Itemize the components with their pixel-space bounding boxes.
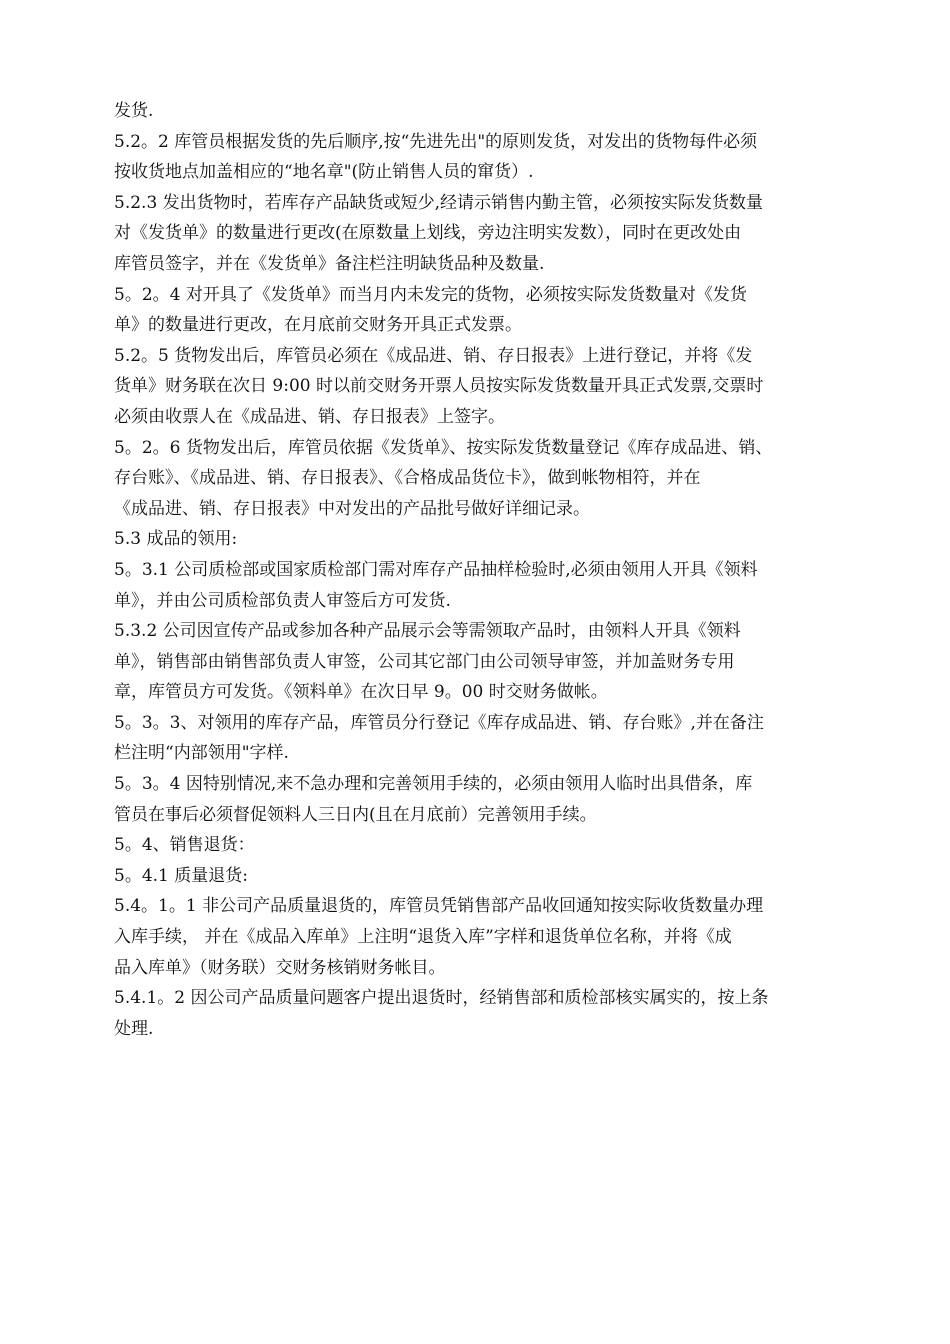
text-line: 库管员签字，并在《发货单》备注栏注明缺货品种及数量.	[114, 253, 545, 274]
text-line: 5。3.1 公司质检部或国家质检部门需对库存产品抽样检验时,必须由领用人开具《领料	[114, 559, 758, 580]
text-line: 《成品进、销、存日报表》中对发出的产品批号做好详细记录。	[114, 498, 590, 519]
text-line: 5.3 成品的领用:	[114, 529, 238, 550]
text-line: 发货.	[114, 101, 154, 121]
text-line: 按收货地点加盖相应的“地名章"(防止销售人员的窜货）.	[114, 162, 534, 183]
text-line: 章，库管员方可发货。《领料单》在次日早 9。00 时交财务做帐。	[114, 682, 608, 703]
text-line: 存台账》、《成品进、销、存日报表》、《合格成品货位卡》，做到帐物相符，并在	[114, 468, 701, 489]
document-body	[114, 96, 854, 1044]
text-line: 5.4.1。2 因公司产品质量问题客户提出退货时，经销售部和质检部核实属实的，按上条	[114, 988, 769, 1009]
text-line: 对《发货单》的数量进行更改(在原数量上划线，旁边注明实发数），同时在更改处由	[114, 223, 742, 244]
text-line: 5.2。5 货物发出后，库管员必须在《成品进、销、存日报表》上进行登记，并将《发	[114, 345, 753, 366]
text-line: 品入库单》（财务联）交财务核销财务帐目。	[114, 957, 446, 978]
text-line: 单》，销售部由销售部负责人审签，公司其它部门由公司领导审签，并加盖财务专用	[114, 651, 735, 672]
text-line: 5。2。6 货物发出后，库管员依据《发货单》、按实际发货数量登记《库存成品进、销、	[114, 437, 773, 458]
text-line: 5。2。4 对开具了《发货单》而当月内未发完的货物，必须按实际发货数量对《发货	[114, 284, 747, 305]
text-line: 必须由收票人在《成品进、销、存日报表》上签字。	[114, 406, 505, 427]
text-line: 5。3。3、对领用的库存产品，库管员分行登记《库存成品进、销、存台账》,并在备注	[114, 712, 764, 733]
text-line: 入库手续， 并在《成品入库单》上注明“退货入库”字样和退货单位名称，并将《成	[114, 927, 732, 948]
text-line: 处理.	[114, 1018, 154, 1039]
text-line: 5.4。1。1 非公司产品质量退货的，库管员凭销售部产品收回通知按实际收货数量办理	[114, 896, 764, 917]
text-line: 货单》财务联在次日 9:00 时以前交财务开票人员按实际发货数量开具正式发票,交票时	[114, 376, 764, 397]
text-line: 5.2.3 发出货物时，若库存产品缺货或短少,经请示销售内勤主管，必须按实际发货数量	[114, 192, 764, 213]
text-line: 5。4、销售退货：	[114, 835, 255, 856]
text-line: 管员在事后必须督促领料人三日内(且在月底前）完善领用手续。	[114, 804, 597, 825]
text-line: 单》，并由公司质检部负责人审签后方可发货.	[114, 590, 451, 611]
text-line: 5.3.2 公司因宣传产品或参加各种产品展示会等需领取产品时，由领料人开具《领料	[114, 621, 741, 642]
text-line: 5。3。4 因特别情况,来不急办理和完善领用手续的，必须由领用人临时出具借条，库	[114, 774, 753, 795]
text-line: 单》的数量进行更改，在月底前交财务开具正式发票。	[114, 315, 522, 336]
text-line: 5。4.1 质量退货:	[114, 865, 248, 886]
text-line: 栏注明“内部领用"字样.	[114, 743, 289, 764]
text-line: 5.2。2 库管员根据发货的先后顺序,按“先进先出"的原则发货，对发出的货物每件必须	[114, 131, 758, 152]
